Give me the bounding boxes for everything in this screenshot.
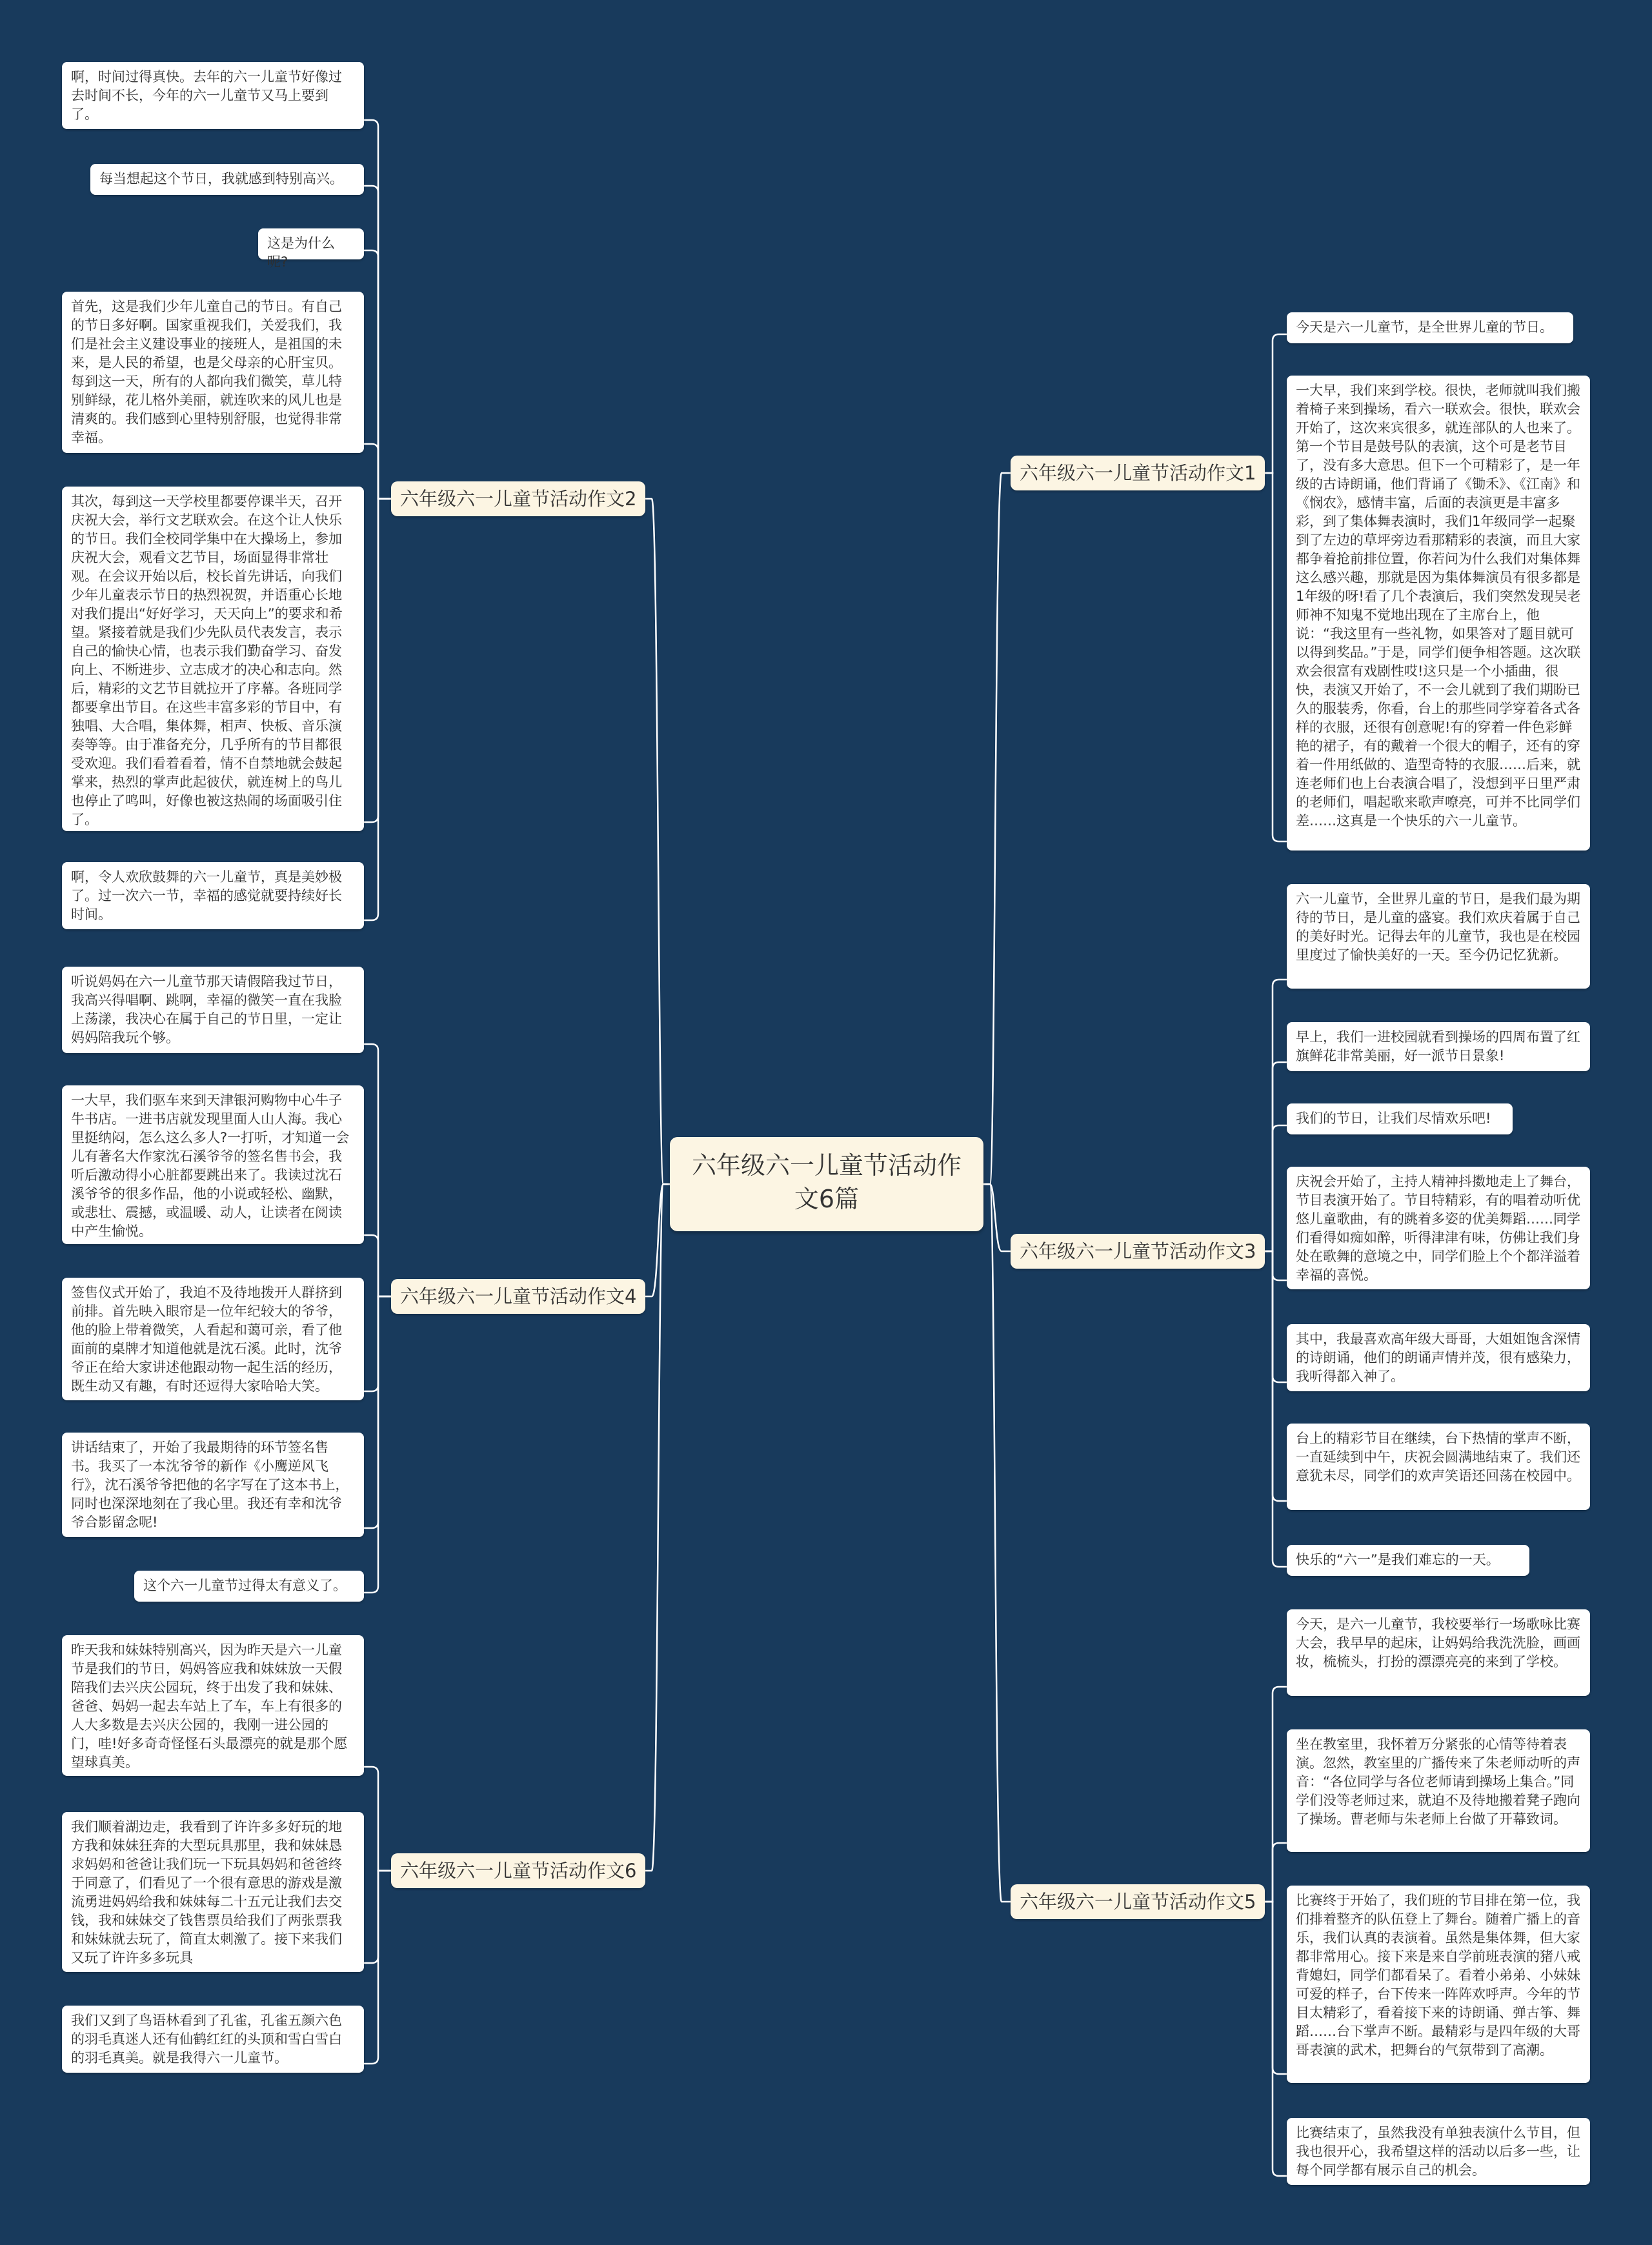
link-root-branch-essay-2	[645, 499, 670, 1184]
leaf-essay-3-3: 我们的节日，让我们尽情欢乐吧!	[1287, 1103, 1513, 1134]
link-branch-essay-2-leaf-3	[364, 250, 391, 499]
link-branch-essay-6-leaf-2	[364, 1871, 391, 1963]
branch-essay-5[interactable]: 六年级六一儿童节活动作文5	[1011, 1884, 1265, 1919]
leaf-essay-1-1: 今天是六一儿童节，是全世界儿童的节日。	[1287, 312, 1573, 343]
link-branch-essay-1-leaf-1	[1265, 334, 1287, 473]
branch-essay-3[interactable]: 六年级六一儿童节活动作文3	[1011, 1234, 1265, 1269]
root-topic[interactable]: 六年级六一儿童节活动作文6篇	[670, 1137, 983, 1231]
link-branch-essay-5-leaf-3	[1265, 1902, 1287, 2074]
link-branch-essay-3-leaf-6	[1265, 1251, 1287, 1501]
leaf-essay-5-1: 今天，是六一儿童节，我校要举行一场歌咏比赛大会，我早早的起床，让妈妈给我洗洗脸，画画妆，梳梳头，打扮的漂漂亮亮的来到了学校。	[1287, 1609, 1590, 1696]
leaf-essay-2-6: 啊，令人欢欣鼓舞的六一儿童节，真是美妙极了。过一次六一节，幸福的感觉就要持续好长时间。	[62, 862, 364, 929]
leaf-essay-6-3: 我们又到了鸟语林看到了孔雀，孔雀五颜六色的羽毛真迷人还有仙鹤红红的头顶和雪白雪白的羽毛真美。就是我得六一儿童节。	[62, 2006, 364, 2073]
leaf-essay-6-2: 我们顺着湖边走，我看到了许许多多好玩的地方我和妹妹狂奔的大型玩具那里，我和妹妹恳求妈妈和爸爸让我们玩一下玩具妈妈和爸爸终于同意了，们看见了一个很有意思的游戏是激流勇进妈妈给我和妹妹每二十五元让我们去交钱，我和妹妹交了钱售票员给我们了两张票我和妹妹就去玩了，简直太刺激了。接下来我们又玩了许许多多玩具	[62, 1812, 364, 1972]
link-branch-essay-6-leaf-1	[364, 1767, 391, 1871]
leaf-essay-3-2: 早上，我们一进校园就看到操场的四周布置了红旗鲜花非常美丽，好一派节日景象!	[1287, 1022, 1590, 1071]
leaf-essay-3-7: 快乐的“六一”是我们难忘的一天。	[1287, 1545, 1529, 1576]
leaf-essay-2-2: 每当想起这个节日，我就感到特别高兴。	[90, 164, 364, 195]
link-branch-essay-3-leaf-2	[1265, 1062, 1287, 1251]
leaf-essay-2-1: 啊，时间过得真快。去年的六一儿童节好像过去时间不长，今年的六一儿童节又马上要到了。	[62, 62, 364, 129]
link-branch-essay-5-leaf-1	[1265, 1687, 1287, 1902]
link-branch-essay-2-leaf-5	[364, 499, 391, 822]
link-branch-essay-4-leaf-1	[364, 1044, 391, 1296]
link-root-branch-essay-3	[983, 1184, 1011, 1251]
leaf-essay-4-3: 签售仪式开始了，我迫不及待地拨开人群挤到前排。首先映入眼帘是一位年纪较大的爷爷，他的脸上带着微笑，人看起和蔼可亲，看了他面前的桌牌才知道他就是沈石溪。此时，沈爷爷正在给大家讲述他跟动物一起生活的经历，既生动又有趣，有时还逗得大家哈哈大笑。	[62, 1278, 364, 1400]
leaf-essay-2-4: 首先，这是我们少年儿童自己的节日。有自己的节日多好啊。国家重视我们，关爱我们，我们是社会主义建设事业的接班人，是祖国的未来，是人民的希望，也是父母亲的心肝宝贝。每到这一天，所有的人都向我们微笑，草儿特别鲜绿，花儿格外美丽，就连吹来的风儿也是清爽的。我们感到心里特别舒服，也觉得非常幸福。	[62, 292, 364, 453]
link-branch-essay-2-leaf-2	[364, 186, 391, 499]
link-branch-essay-2-leaf-1	[364, 120, 391, 499]
link-branch-essay-3-leaf-4	[1265, 1251, 1287, 1280]
link-root-branch-essay-1	[983, 473, 1011, 1184]
branch-essay-2[interactable]: 六年级六一儿童节活动作文2	[391, 481, 645, 516]
link-root-branch-essay-6	[645, 1184, 670, 1871]
leaf-essay-3-4: 庆祝会开始了，主持人精神抖擞地走上了舞台，节目表演开始了。节目特精彩，有的唱着动听优悠儿童歌曲，有的跳着多姿的优美舞蹈……同学们看得如痴如醉，听得津津有味，仿佛让我们身处在歌舞的意境之中，同学们脸上个个都洋溢着幸福的喜悦。	[1287, 1167, 1590, 1289]
branch-essay-4[interactable]: 六年级六一儿童节活动作文4	[391, 1279, 645, 1314]
link-branch-essay-2-leaf-6	[364, 499, 391, 920]
link-branch-essay-3-leaf-5	[1265, 1251, 1287, 1382]
link-root-branch-essay-4	[645, 1184, 670, 1296]
link-branch-essay-3-leaf-3	[1265, 1125, 1287, 1251]
leaf-essay-3-5: 其中，我最喜欢高年级大哥哥，大姐姐饱含深情的诗朗诵，他们的朗诵声情并茂，很有感染力，我听得都入神了。	[1287, 1324, 1590, 1391]
leaf-essay-5-2: 坐在教室里，我怀着万分紧张的心情等待着表演。忽然，教室里的广播传来了朱老师动听的声音：“各位同学与各位老师请到操场上集合。”同学们没等老师过来，就迫不及待地搬着凳子跑向了操场。曹老师与朱老师上台做了开幕致词。	[1287, 1729, 1590, 1852]
leaf-essay-3-1: 六一儿童节，全世界儿童的节日，是我们最为期待的节日，是儿童的盛宴。我们欢庆着属于自己的美好时光。记得去年的儿童节，我也是在校园里度过了愉快美好的一天。至今仍记忆犹新。	[1287, 884, 1590, 989]
leaf-essay-4-1: 听说妈妈在六一儿童节那天请假陪我过节日，我高兴得唱啊、跳啊，幸福的微笑一直在我脸上荡漾，我决心在属于自己的节日里，一定让妈妈陪我玩个够。	[62, 967, 364, 1053]
leaf-essay-1-2: 一大早，我们来到学校。很快，老师就叫我们搬着椅子来到操场，看六一联欢会。很快，联欢会开始了，这次来宾很多，就连部队的人也来了。第一个节目是鼓号队的表演，这个可是老节目了，没有多大意思。但下一个可精彩了，是一年级的古诗朗诵，他们背诵了《锄禾》、《江南》和《悯农》，感情丰富，后面的表演更是丰富多彩，到了集体舞表演时，我们1年级同学一起聚到了左边的草坪旁边看那精彩的表演，而且大家都争着抢前排位置，你若问为什么我们对集体舞这么感兴趣，那就是因为集体舞演员有很多都是1年级的呀!看了几个表演后，我们突然发现吴老师神不知鬼不觉地出现在了主席台上，他说：“我这里有一些礼物，如果答对了题目就可以得到奖品。”于是，同学们便争相答题。这次联欢会很富有戏剧性哎!这只是一个小插曲，很快，表演又开始了，不一会儿就到了我们期盼已久的服装秀，你看，台上的那些同学穿着各式各样的衣服，还很有创意呢!有的穿着一件色彩鲜艳的裙子，有的戴着一个很大的帽子，还有的穿着一件用纸做的、造型奇特的衣服……后来，就连老师们也上台表演合唱了，没想到平日里严肃的老师们，唱起歌来歌声嘹亮，可并不比同学们差……这真是一个快乐的六一儿童节。	[1287, 376, 1590, 851]
leaf-essay-5-4: 比赛结束了，虽然我没有单独表演什么节目，但我也很开心，我希望这样的活动以后多一些，让每个同学都有展示自己的机会。	[1287, 2118, 1590, 2185]
leaf-essay-4-2: 一大早，我们驱车来到天津银河购物中心牛子牛书店。一进书店就发现里面人山人海。我心里挺纳闷，怎么这么多人?一打听，才知道一会儿有著名大作家沈石溪爷爷的签名售书会，我听后激动得小心脏都要跳出来了。我读过沈石溪爷爷的很多作品，他的小说或轻松、幽默，或悲壮、震撼，或温暖、动人，让读者在阅读中产生愉悦。	[62, 1085, 364, 1244]
leaf-essay-4-5: 这个六一儿童节过得太有意义了。	[134, 1571, 364, 1602]
link-branch-essay-6-leaf-3	[364, 1871, 391, 2064]
link-branch-essay-5-leaf-4	[1265, 1902, 1287, 2176]
leaf-essay-2-3: 这是为什么呢?	[258, 228, 364, 259]
leaf-essay-5-3: 比赛终于开始了，我们班的节目排在第一位，我们排着整齐的队伍登上了舞台。随着广播上的音乐，我们认真的表演着。虽然是集体舞，但大家都非常用心。接下来是来自学前班表演的猪八戒背媳妇，同学们都看呆了。看着小弟弟、小妹妹可爱的样子，台下传来一阵阵欢呼声。今年的节目太精彩了，看着接下来的诗朗诵、弹古筝、舞蹈……台下掌声不断。最精彩与是四年级的大哥哥表演的武术，把舞台的气氛带到了高潮。	[1287, 1886, 1590, 2083]
link-branch-essay-4-leaf-4	[364, 1296, 391, 1528]
link-branch-essay-3-leaf-1	[1265, 980, 1287, 1251]
link-root-branch-essay-5	[983, 1184, 1011, 1902]
leaf-essay-2-5: 其次，每到这一天学校里都要停课半天，召开庆祝大会，举行文艺联欢会。在这个让人快乐的节日。我们全校同学集中在大操场上，参加庆祝大会，观看文艺节目，场面显得非常壮观。在会议开始以后，校长首先讲话，向我们少年儿童表示节日的热烈祝贺，并语重心长地对我们提出“好好学习，天天向上”的要求和希望。紧接着就是我们少先队员代表发言，表示自己的愉快心情，也表示我们勤奋学习、奋发向上、不断进步、立志成才的决心和志向。然后，精彩的文艺节目就拉开了序幕。各班同学都要拿出节目。在这些丰富多彩的节目中，有独唱、大合唱，集体舞，相声、快板、音乐演奏等等。由于准备充分，几乎所有的节目都很受欢迎。我们看着看着，情不自禁地就会鼓起掌来，热烈的掌声此起彼伏，就连树上的鸟儿也停止了鸣叫，好像也被这热闹的场面吸引住了。	[62, 487, 364, 831]
link-branch-essay-3-leaf-7	[1265, 1251, 1287, 1567]
leaf-essay-6-1: 昨天我和妹妹特别高兴，因为昨天是六一儿童节是我们的节日，妈妈答应我和妹妹放一天假陪我们去兴庆公园玩，终于出发了我和妹妹、爸爸、妈妈一起去车站上了车，车上有很多的人大多数是去兴庆公园的，我刚一进公园的门，哇!好多奇奇怪怪石头最漂亮的就是那个愿望球真美。	[62, 1635, 364, 1776]
leaf-essay-4-4: 讲话结束了，开始了我最期待的环节签名售书。我买了一本沈爷爷的新作《小鹰逆风飞行》，沈石溪爷爷把他的名字写在了这本书上，同时也深深地刻在了我心里。我还有幸和沈爷爷合影留念呢!	[62, 1433, 364, 1537]
link-branch-essay-2-leaf-4	[364, 444, 391, 499]
branch-essay-1[interactable]: 六年级六一儿童节活动作文1	[1011, 456, 1265, 490]
link-branch-essay-4-leaf-2	[364, 1235, 391, 1296]
link-branch-essay-4-leaf-3	[364, 1296, 391, 1391]
leaf-essay-3-6: 台上的精彩节目在继续，台下热情的掌声不断，一直延续到中午，庆祝会圆满地结束了。我们还意犹未尽，同学们的欢声笑语还回荡在校园中。	[1287, 1424, 1590, 1510]
link-branch-essay-5-leaf-2	[1265, 1843, 1287, 1902]
link-branch-essay-1-leaf-2	[1265, 473, 1287, 841]
branch-essay-6[interactable]: 六年级六一儿童节活动作文6	[391, 1853, 645, 1888]
link-branch-essay-4-leaf-5	[364, 1296, 391, 1593]
